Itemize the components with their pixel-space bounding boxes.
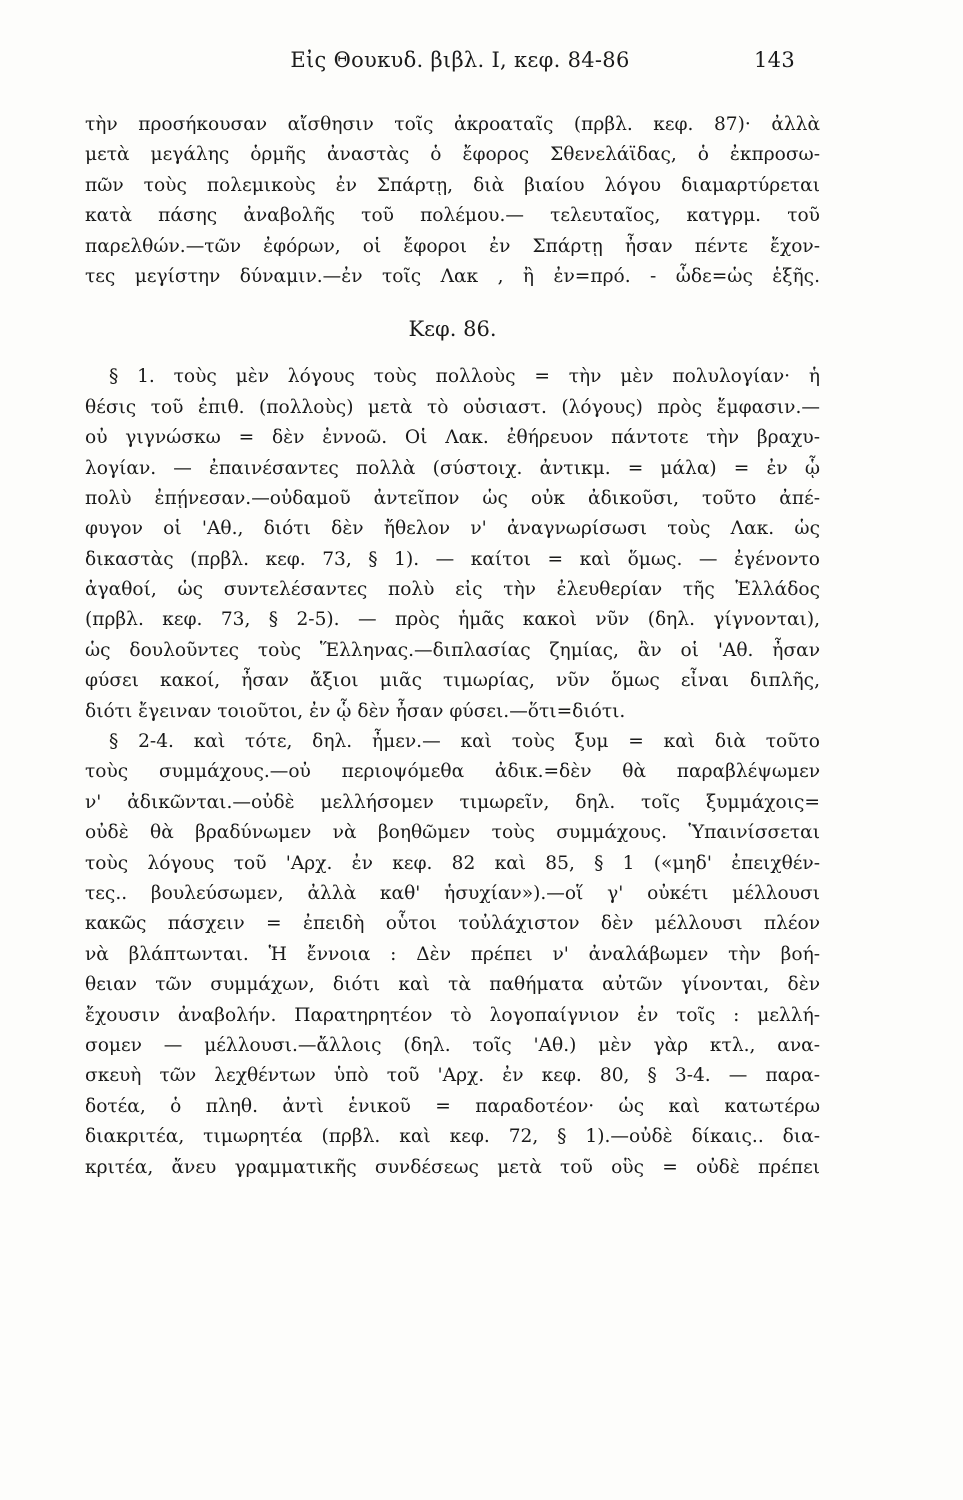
text-line: λογίαν. — ἐπαινέσαντες πολλὰ (σύστοιχ. ἀντικμ. = μάλα) = ἐν ᾧ: [85, 457, 820, 479]
text-line: νὰ βλάπτωνται. Ἡ ἔννοια : Δὲν πρέπει ν' ἀναλάβωμεν τὴν βοή-: [85, 943, 820, 965]
body-text: [85, 110, 820, 1183]
text-line: ἔχουσιν ἀναβολήν. Παρατηρητέον τὸ λογοπαίγνιον ἐν τοῖς : μελλή-: [85, 1004, 820, 1026]
text-line: πολὺ ἐπῄνεσαν.—οὐδαμοῦ ἀντεῖπον ὡς οὐκ ἀδικοῦσι, τοῦτο ἀπέ-: [85, 487, 820, 509]
text-line: (πρβλ. κεφ. 73, § 2-5). — πρὸς ἡμᾶς κακοὶ νῦν (δηλ. γίγνονται),: [85, 609, 820, 631]
page-header: [0, 48, 963, 88]
text-line: παρελθών.—τῶν ἐφόρων, οἱ ἔφοροι ἐν Σπάρτῃ ἦσαν πέντε ἔχον-: [85, 235, 820, 257]
text-line: κακῶς πάσχειν = ἐπειδὴ οὗτοι τοὐλάχιστον δὲν μέλλουσι πλέον: [85, 913, 820, 935]
text-line: ἀγαθοί, ὡς συντελέσαντες πολὺ εἰς τὴν ἐλευθερίαν τῆς Ἑλλάδος: [85, 579, 820, 601]
text-line: δικαστὰς (πρβλ. κεφ. 73, § 1). — καίτοι = καὶ ὅμως. — ἐγένοντο: [85, 548, 820, 570]
text-line: ὡς δουλοῦντες τοὺς Ἕλληνας.—διπλασίας ζημίας, ἂν οἱ 'Αθ. ἦσαν: [85, 639, 820, 661]
text-line: § 1. τοὺς μὲν λόγους τοὺς πολλοὺς = τὴν μὲν πολυλογίαν· ἡ: [109, 366, 820, 388]
text-line: τοὺς λόγους τοῦ 'Αρχ. ἐν κεφ. 82 καὶ 85, § 1 («μηδ' ἐπειχθέν-: [85, 852, 820, 874]
text-line: μετὰ μεγάλης ὁρμῆς ἀναστὰς ὁ ἔφορος Σθενελάϊδας, ὁ ἐκπροσω-: [85, 144, 820, 166]
text-line: τὴν προσήκουσαν αἴσθησιν τοῖς ἀκροαταῖς (πρβλ. κεφ. 87)· ἀλλὰ: [85, 114, 820, 135]
text-line: δοτέα, ὁ πληθ. ἀντὶ ἑνικοῦ = παραδοτέον· ὡς καὶ κατωτέρω: [85, 1095, 820, 1117]
text-line: τες μεγίστην δύναμιν.—ἐν τοῖς Λακ , ἢ ἐν=πρό. - ὧδε=ὡς ἑξῆς.: [85, 265, 820, 287]
text-line: σομεν — μέλλουσι.—ἄλλοις (δηλ. τοῖς 'Αθ.) μὲν γὰρ κτλ., ανα-: [85, 1034, 820, 1056]
paragraph-section-2-4: [85, 727, 820, 1183]
text-line: σκευὴ τῶν λεχθέντων ὑπὸ τοῦ 'Αρχ. ἐν κεφ. 80, § 3-4. — παρα-: [85, 1065, 820, 1087]
chapter-heading: Κεφ. 86.: [408, 317, 497, 342]
text-line: οὐ γιγνώσκω = δὲν ἐννοῶ. Οἱ Λακ. ἐθήρευον πάντοτε τὴν βραχυ-: [85, 427, 820, 449]
text-line: οὐδὲ θὰ βραδύνωμεν νὰ βοηθῶμεν τοὺς συμμάχους. Ὑπαινίσσεται: [85, 822, 820, 844]
page-number: 143: [754, 48, 795, 72]
text-line: θειαν τῶν συμμάχων, διότι καὶ τὰ παθήματα αὐτῶν γίνονται, δὲν: [85, 974, 820, 996]
text-line: τες.. βουλεύσωμεν, ἀλλὰ καθ' ἡσυχίαν»).—οἵ γ' οὐκέτι μέλλουσι: [85, 882, 820, 904]
text-line: διότι ἔγειναν τοιοῦτοι, ἐν ᾧ δὲν ἦσαν φύσει.—ὅτι=διότι.: [85, 700, 626, 722]
text-line: θέσις τοῦ ἐπιθ. (πολλοὺς) μετὰ τὸ οὐσιαστ. (λόγους) πρὸς ἔμφασιν.—: [85, 396, 820, 418]
text-line: § 2-4. καὶ τότε, δηλ. ἦμεν.— καὶ τοὺς ξυμ = καὶ διὰ τοῦτο: [109, 731, 820, 753]
text-line: φύσει κακοί, ἦσαν ἄξιοι μιᾶς τιμωρίας, νῦν ὅμως εἶναι διπλῆς,: [85, 670, 820, 692]
text-line: κατὰ πάσης ἀναβολῆς τοῦ πολέμου.— τελευταῖος, κατγρμ. τοῦ: [85, 205, 820, 227]
paragraph-section-1: [85, 362, 820, 727]
text-line: πῶν τοὺς πολεμικοὺς ἐν Σπάρτῃ, διὰ βιαίου λόγου διαμαρτύρεται: [85, 174, 820, 196]
text-line: διακριτέα, τιμωρητέα (πρβλ. καὶ κεφ. 72, § 1).—οὐδὲ δίκαις.. δια-: [85, 1126, 820, 1148]
text-line: κριτέα, ἄνευ γραμματικῆς συνδέσεως μετὰ τοῦ οὓς = οὐδὲ πρέπει: [85, 1156, 820, 1178]
text-line: τοὺς συμμάχους.—οὐ περιοψόμεθα ἀδικ.=δὲν θὰ παραβλέψωμεν: [85, 761, 820, 783]
text-line: φυγον οἱ 'Αθ., διότι δὲν ἤθελον ν' ἀναγνωρίσωσι τοὺς Λακ. ὡς: [85, 518, 820, 540]
running-head: Εἰς Θουκυδ. βιβλ. Ι, κεφ. 84-86: [290, 48, 630, 72]
text-line: ν' ἀδικῶνται.—οὐδὲ μελλήσομεν τιμωρεῖν, δηλ. τοῖς ξυμμάχοις=: [85, 791, 820, 813]
paragraph-intro: [85, 110, 820, 292]
